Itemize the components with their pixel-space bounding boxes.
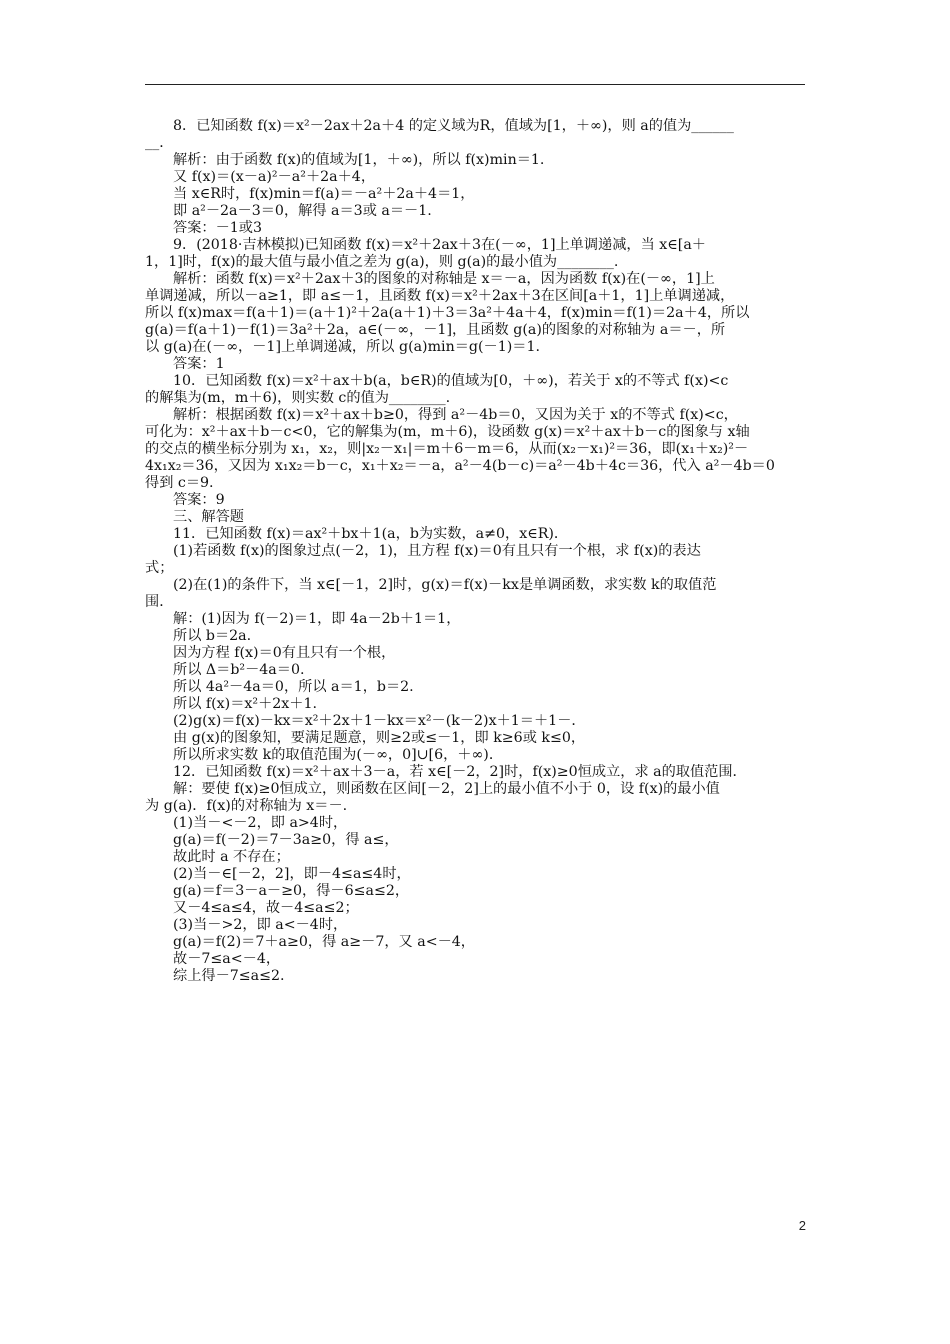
text-line: g(a)＝f(a＋1)－f(1)＝3a²＋2a，a∈(－∞，－1]，且函数 g(a)的图象的对称轴为 a＝－，所 <box>145 322 726 338</box>
text-line: 式； <box>145 560 174 576</box>
text-line: (1)若函数 f(x)的图象过点(－2，1)，且方程 f(x)＝0有且只有一个根，求 f(x)的表达 <box>173 543 701 559</box>
text-line: 故－7≤a<－4， <box>173 951 281 967</box>
text-line: 解：(1)因为 f(－2)＝1，即 4a－2b＋1＝1， <box>173 611 461 627</box>
text-line: g(a)＝f(－2)＝7－3a≥0，得 a≤， <box>173 832 399 848</box>
text-line: 围． <box>145 594 174 610</box>
text-line: 得到 c＝9. <box>145 475 214 491</box>
text-line: (2)g(x)＝f(x)－kx＝x²＋2x＋1－kx＝x²－(k－2)x＋1＝＋1－． <box>173 713 586 729</box>
header-rule <box>145 84 805 85</box>
text-line: 因为方程 f(x)＝0有且只有一个根， <box>173 645 396 661</box>
text-line: 又 f(x)＝(x－a)²－a²＋2a＋4， <box>173 169 376 185</box>
text-line: 为 g(a)．f(x)的对称轴为 x＝－. <box>145 798 348 814</box>
text-line: 由 g(x)的图象知，要满足题意，则≥2或≤－1，即 k≥6或 k≤0， <box>173 730 586 746</box>
text-line: (3)当－>2，即 a<－4时， <box>173 917 348 933</box>
text-line: 解析：根据函数 f(x)＝x²＋ax＋b≥0，得到 a²－4b＝0，又因为关于 x的不等式 f(x)<c， <box>173 407 738 423</box>
text-line: (1)当－<－2，即 a>4时， <box>173 815 348 831</box>
text-line: 8．已知函数 f(x)＝x²－2ax＋2a＋4 的定义域为R，值域为[1，＋∞)，则 a的值为______ <box>173 118 734 134</box>
text-line: 可化为：x²＋ax＋b－c<0，它的解集为(m，m＋6)，设函数 g(x)＝x²＋ax＋b－c的图象与 x轴 <box>145 424 750 440</box>
text-line: 所以 Δ＝b²－4a＝0. <box>173 662 305 678</box>
text-line: 11．已知函数 f(x)＝ax²＋bx＋1(a，b为实数，a≠0，x∈R)． <box>173 526 569 542</box>
document-body <box>145 118 807 985</box>
text-line: (2)在(1)的条件下，当 x∈[－1，2]时，g(x)＝f(x)－kx是单调函数，求实数 k的取值范 <box>173 577 717 593</box>
text-line: 答案：1 <box>173 356 225 372</box>
text-line: 1，1]时，f(x)的最大值与最小值之差为 g(a)，则 g(a)的最小值为________. <box>145 254 619 270</box>
text-line: 的解集为(m，m＋6)，则实数 c的值为________. <box>145 390 451 406</box>
text-line: g(a)＝f＝3－a－≥0，得－6≤a≤2， <box>173 883 410 899</box>
text-line: 解析：函数 f(x)＝x²＋2ax＋3的图象的对称轴是 x＝－a，因为函数 f(x)在(－∞，1]上 <box>173 271 715 287</box>
text-line: __． <box>145 135 174 151</box>
text-line: 综上得－7≤a≤2. <box>173 968 285 984</box>
text-line: 所以 b＝2a. <box>173 628 252 644</box>
text-line: 又－4≤a≤4，故－4≤a≤2； <box>173 900 359 916</box>
text-line: 解：要使 f(x)≥0恒成立，则函数在区间[－2，2]上的最小值不小于 0，设 f(x)的最小值 <box>173 781 720 797</box>
text-line: 答案：9 <box>173 492 225 508</box>
text-line: 所以 f(x)max＝f(a＋1)＝(a＋1)²＋2a(a＋1)＋3＝3a²＋4a＋4，f(x)min＝f(1)＝2a＋4，所以 <box>145 305 750 321</box>
text-line: 答案：－1或3 <box>173 220 262 236</box>
text-line: 所以所求实数 k的取值范围为(－∞，0]∪[6，＋∞)． <box>173 747 504 763</box>
text-line: 故此时 a 不存在； <box>173 849 290 865</box>
text-line: (2)当－∈[－2，2]，即－4≤a≤4时， <box>173 866 411 882</box>
text-line: 解析：由于函数 f(x)的值域为[1，＋∞)，所以 f(x)min＝1. <box>173 152 545 168</box>
text-line: 即 a²－2a－3＝0，解得 a＝3或 a＝－1. <box>173 203 432 219</box>
text-line: 当 x∈R时，f(x)min＝f(a)＝－a²＋2a＋4＝1， <box>173 186 475 202</box>
text-line: 单调递减，所以－a≥1，即 a≤－1，且函数 f(x)＝x²＋2ax＋3在区间[a＋1，1]上单调递减， <box>145 288 735 304</box>
text-line: 以 g(a)在(－∞，－1]上单调递减，所以 g(a)min＝g(－1)＝1. <box>145 339 540 355</box>
page-number: 2 <box>798 1218 806 1233</box>
text-line: 12．已知函数 f(x)＝x²＋ax＋3－a，若 x∈[－2，2]时，f(x)≥0恒成立，求 a的取值范围． <box>173 764 747 780</box>
text-line: 9．(2018·吉林模拟)已知函数 f(x)＝x²＋2ax＋3在(－∞，1]上单调递减，当 x∈[a＋ <box>173 237 706 253</box>
text-line: 10．已知函数 f(x)＝x²＋ax＋b(a，b∈R)的值域为[0，＋∞)，若关于 x的不等式 f(x)<c <box>173 373 729 389</box>
text-line: 的交点的横坐标分别为 x₁，x₂，则|x₂－x₁|＝m＋6－m＝6，从而(x₂－x₁)²＝36，即(x₁＋x₂)²－ <box>145 441 749 457</box>
text-line: 三、解答题 <box>173 509 244 525</box>
text-line: 所以 f(x)＝x²＋2x＋1. <box>173 696 318 712</box>
text-line: 4x₁x₂＝36，又因为 x₁x₂＝b－c，x₁＋x₂＝－a，a²－4(b－c)＝a²－4b＋4c＝36，代入 a²－4b＝0 <box>145 458 775 474</box>
text-line: g(a)＝f(2)＝7＋a≥0，得 a≥－7，又 a<－4， <box>173 934 475 950</box>
text-line: 所以 4a²－4a＝0，所以 a＝1，b＝2. <box>173 679 414 695</box>
